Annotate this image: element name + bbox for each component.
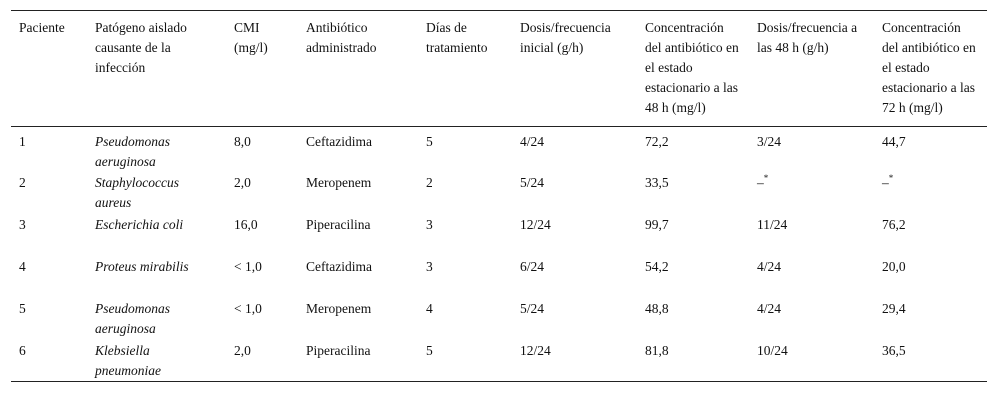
table-row bbox=[11, 172, 987, 214]
cell-concentracion-72h bbox=[874, 172, 987, 214]
cell-antibiotico: Piperacilina bbox=[306, 343, 371, 358]
header-concentracion-72h: Concentración del antibiótico en el estado estacionario a las 72 h (mg/l) bbox=[882, 20, 976, 115]
cell-patogeno: Escherichia coli bbox=[95, 217, 184, 232]
cell-dias: 3 bbox=[426, 217, 433, 232]
cell-dias: 5 bbox=[426, 134, 433, 149]
cell-dosis-48h: 4/24 bbox=[757, 259, 782, 274]
header-dosis-inicial: Dosis/frecuencia inicial (g/h) bbox=[520, 20, 611, 55]
table-row bbox=[11, 127, 987, 173]
cell-dosis-inicial: 6/24 bbox=[520, 259, 545, 274]
cell-antibiotico: Ceftazidima bbox=[306, 259, 372, 274]
header-cmi: CMI (mg/l) bbox=[234, 20, 268, 55]
cell-concentracion-72h: 76,2 bbox=[882, 217, 906, 232]
table-row bbox=[11, 256, 987, 298]
footnote-marker: * bbox=[888, 173, 894, 183]
cell-patogeno: Pseudomonas aeruginosa bbox=[95, 301, 170, 336]
header-dosis-48h: Dosis/frecuencia a las 48 h (g/h) bbox=[757, 20, 858, 55]
header-antibiotico: Antibiótico administrado bbox=[306, 20, 377, 55]
cell-antibiotico: Ceftazidima bbox=[306, 134, 372, 149]
cell-dosis-48h: 3/24 bbox=[757, 134, 782, 149]
cell-concentracion-48h: 54,2 bbox=[645, 259, 669, 274]
header-paciente: Paciente bbox=[19, 20, 65, 35]
cell-dosis-inicial: 4/24 bbox=[520, 134, 545, 149]
cell-dosis-inicial: 5/24 bbox=[520, 301, 545, 316]
cell-dosis-48h: 10/24 bbox=[757, 343, 788, 358]
cell-concentracion-72h: 29,4 bbox=[882, 301, 906, 316]
cell-patogeno: Staphylococcus aureus bbox=[95, 175, 179, 210]
cell-cmi: < 1,0 bbox=[234, 301, 262, 316]
cell-paciente: 2 bbox=[19, 175, 26, 190]
cell-concentracion-48h: 72,2 bbox=[645, 134, 669, 149]
cell-dosis-inicial: 12/24 bbox=[520, 343, 551, 358]
cell-cmi: 16,0 bbox=[234, 217, 258, 232]
cell-antibiotico: Meropenem bbox=[306, 175, 372, 190]
cell-concentracion-48h: 48,8 bbox=[645, 301, 669, 316]
cell-concentracion-48h: 99,7 bbox=[645, 217, 669, 232]
cell-dias: 4 bbox=[426, 301, 433, 316]
cell-cmi: 8,0 bbox=[234, 134, 251, 149]
cell-dias: 3 bbox=[426, 259, 433, 274]
cell-value: – bbox=[882, 175, 889, 190]
cell-dosis-48h: 4/24 bbox=[757, 301, 782, 316]
cell-paciente: 3 bbox=[19, 217, 26, 232]
cell-value: – bbox=[757, 175, 764, 190]
header-concentracion-48h: Concentración del antibiótico en el estado estacionario a las 48 h (mg/l) bbox=[645, 20, 739, 115]
cell-paciente: 6 bbox=[19, 343, 26, 358]
cell-paciente: 4 bbox=[19, 259, 26, 274]
cell-cmi: 2,0 bbox=[234, 343, 251, 358]
cell-dosis-inicial: 12/24 bbox=[520, 217, 551, 232]
cell-dosis-48h bbox=[749, 172, 874, 214]
cell-patogeno: Proteus mirabilis bbox=[95, 259, 189, 274]
cell-dosis-inicial: 5/24 bbox=[520, 175, 545, 190]
table-row bbox=[11, 214, 987, 256]
cell-dosis-48h: 11/24 bbox=[757, 217, 788, 232]
cell-concentracion-48h: 33,5 bbox=[645, 175, 669, 190]
cell-cmi: < 1,0 bbox=[234, 259, 262, 274]
table-header-row bbox=[11, 11, 987, 127]
cell-concentracion-48h: 81,8 bbox=[645, 343, 669, 358]
footnote-marker: * bbox=[763, 173, 769, 183]
cell-antibiotico: Piperacilina bbox=[306, 217, 371, 232]
table-row bbox=[11, 340, 987, 382]
cell-concentracion-72h: 20,0 bbox=[882, 259, 906, 274]
cell-paciente: 1 bbox=[19, 134, 26, 149]
table-row bbox=[11, 298, 987, 340]
cell-paciente: 5 bbox=[19, 301, 26, 316]
cell-antibiotico: Meropenem bbox=[306, 301, 372, 316]
cell-patogeno: Klebsiella pneumoniae bbox=[95, 343, 161, 378]
cell-concentracion-72h: 36,5 bbox=[882, 343, 906, 358]
header-patogeno: Patógeno aislado causante de la infección bbox=[95, 20, 187, 75]
cell-cmi: 2,0 bbox=[234, 175, 251, 190]
cell-concentracion-72h: 44,7 bbox=[882, 134, 906, 149]
patient-antibiotic-table bbox=[11, 10, 987, 382]
cell-dias: 5 bbox=[426, 343, 433, 358]
cell-dias: 2 bbox=[426, 175, 433, 190]
header-dias: Días de tratamiento bbox=[426, 20, 488, 55]
cell-patogeno: Pseudomonas aeruginosa bbox=[95, 134, 170, 169]
